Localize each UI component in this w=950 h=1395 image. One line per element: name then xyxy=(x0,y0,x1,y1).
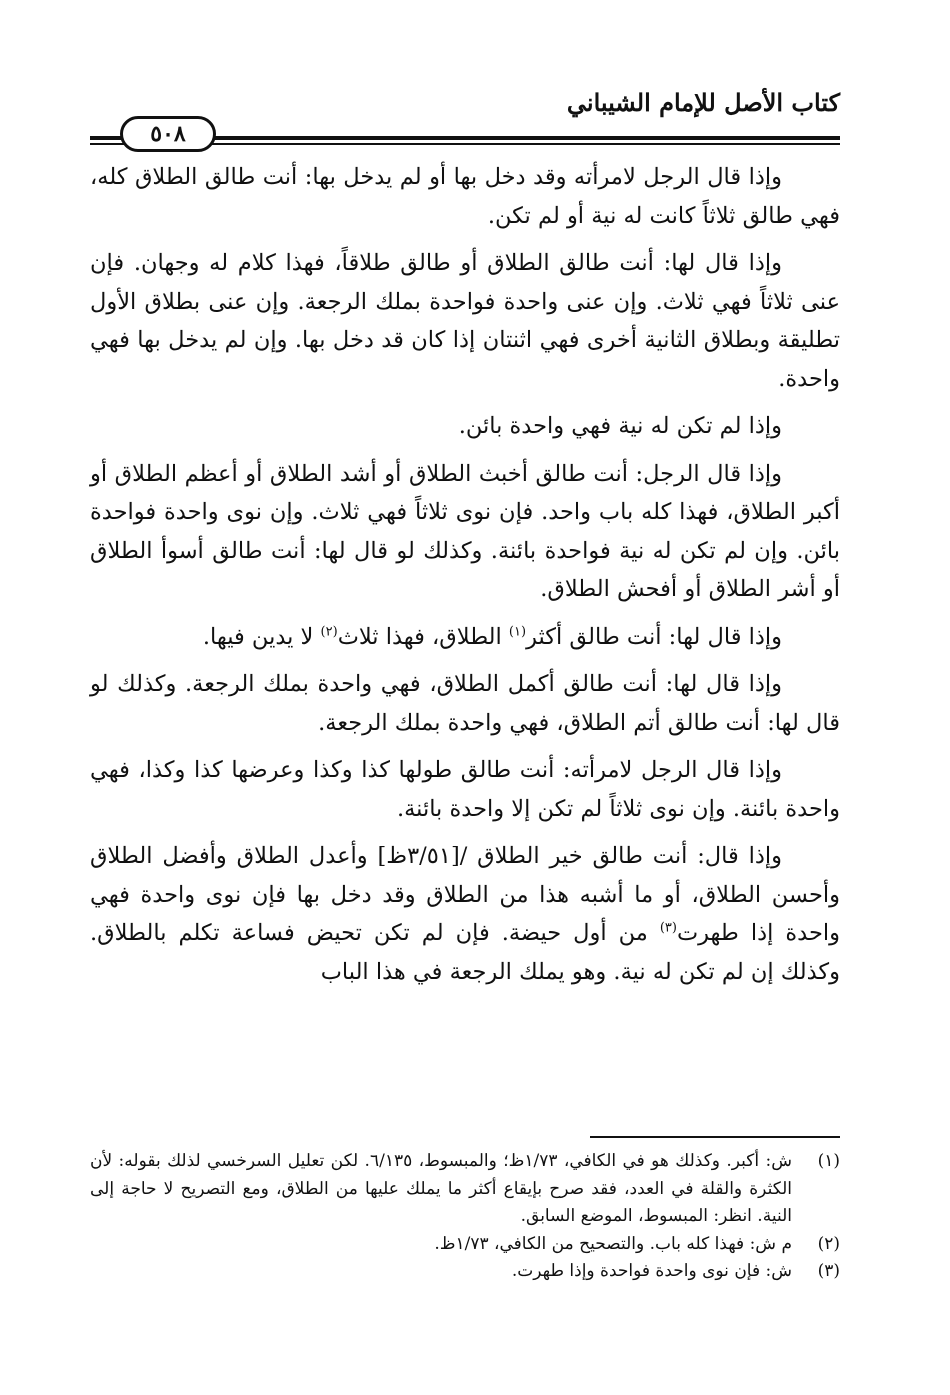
paragraph: وإذا قال لها: أنت طالق الطلاق أو طالق طلاقاً، فهذا كلام له وجهان. فإن عنى ثلاثاً فهي ثلاث. وإن عنى واحدة فواحدة بملك الرجعة. وإن عنى بطلاق الأول تطليقة وبطلاق الثانية أخرى فهي اثنتان إذا كان قد دخل بها. وإن لم يدخل بها فهي واحدة. xyxy=(90,250,840,392)
text-segment: من أول حيضة. فإن لم تكن تحيض فساعة تكلم بالطلاق. وكذلك إن لم تكن له نية. وهو يملك الرجعة في هذا الباب xyxy=(90,920,840,985)
footnote-ref: (٣) xyxy=(659,920,677,936)
footnote-marker: (٢) xyxy=(817,1233,840,1254)
paragraph: وإذا قال لها: أنت طالق أكمل الطلاق، فهي واحدة بملك الرجعة. وكذلك لو قال لها: أنت طالق أتم الطلاق، فهي واحدة بملك الرجعة. xyxy=(90,671,840,736)
paragraph: وإذا قال الرجل: أنت طالق أخبث الطلاق أو أشد الطلاق أو أعظم الطلاق أو أكبر الطلاق، فهذا كله باب واحد. فإن نوى ثلاثاً فهي ثلاث. وإن نوى واحدة فواحدة بائن. وإن لم تكن له نية فواحدة بائنة. وكذلك لو قال لها: أنت طالق أسوأ الطلاق أو أشر الطلاق أو أفحش الطلاق. xyxy=(90,460,840,602)
page-number-bar xyxy=(90,116,840,148)
footnote xyxy=(90,1231,840,1259)
paragraph xyxy=(90,837,840,991)
paragraph xyxy=(90,618,840,657)
text-segment: لا يدين فيها. xyxy=(202,623,321,650)
text-segment: وإذا قال: أنت طالق خير الطلاق /[٣/٥١ظ] وأعدل الطلاق وأفضل الطلاق وأحسن الطلاق، أو ما أشبه هذا من الطلاق وقد دخل بها فإن نوى واحدة فهي واحدة إذا طهرت xyxy=(90,843,840,946)
page-header xyxy=(90,88,840,150)
paragraph: وإذا لم تكن له نية فهي واحدة بائن. xyxy=(458,413,782,439)
footnote-text: ش: أكبر. وكذلك هو في الكافي، ١/٧٣ظ؛ والمبسوط، ٦/١٣٥. لكن تعليل السرخسي لذلك بقوله: لأن الكثرة والقلة في العدد، فقد صرح بإيقاع أكثر ما يملك عليها من الطلاق، ومع التصريح لا حاجة إلى النية. انظر: المبسوط، الموضع السابق. xyxy=(90,1151,792,1226)
main-text xyxy=(90,158,840,1000)
footnote-ref: (٢) xyxy=(320,624,338,639)
page-number: ٥٠٨ xyxy=(120,116,216,152)
footnote-text: ش: فإن نوى واحدة فواحدة وإذا طهرت. xyxy=(511,1261,792,1281)
text-segment: الطلاق، فهذا ثلاث xyxy=(337,623,509,650)
footnote xyxy=(90,1258,840,1286)
book-title: كتاب الأصل للإمام الشيباني xyxy=(566,88,840,117)
footnote-marker: (١) xyxy=(817,1151,840,1171)
text-segment: وإذا قال لها: أنت طالق أكثر xyxy=(526,623,782,650)
footnote xyxy=(90,1148,840,1231)
footnote-ref: (١) xyxy=(508,624,527,639)
footnotes xyxy=(90,1148,840,1286)
paragraph: وإذا قال الرجل لامرأته وقد دخل بها أو لم يدخل بها: أنت طالق الطلاق كله، فهي طالق ثلاثاً كانت له نية أو لم تكن. xyxy=(90,164,840,229)
footnote-marker: (٣) xyxy=(817,1261,840,1281)
footnote-text: م ش: فهذا كله باب. والتصحيح من الكافي، ١/٧٣ظ. xyxy=(434,1233,792,1254)
paragraph: وإذا قال الرجل لامرأته: أنت طالق طولها كذا وكذا وعرضها كذا وكذا، فهي واحدة بائنة. وإن نوى ثلاثاً لم تكن إلا واحدة بائنة. xyxy=(90,757,840,822)
footnote-separator xyxy=(590,1136,840,1138)
